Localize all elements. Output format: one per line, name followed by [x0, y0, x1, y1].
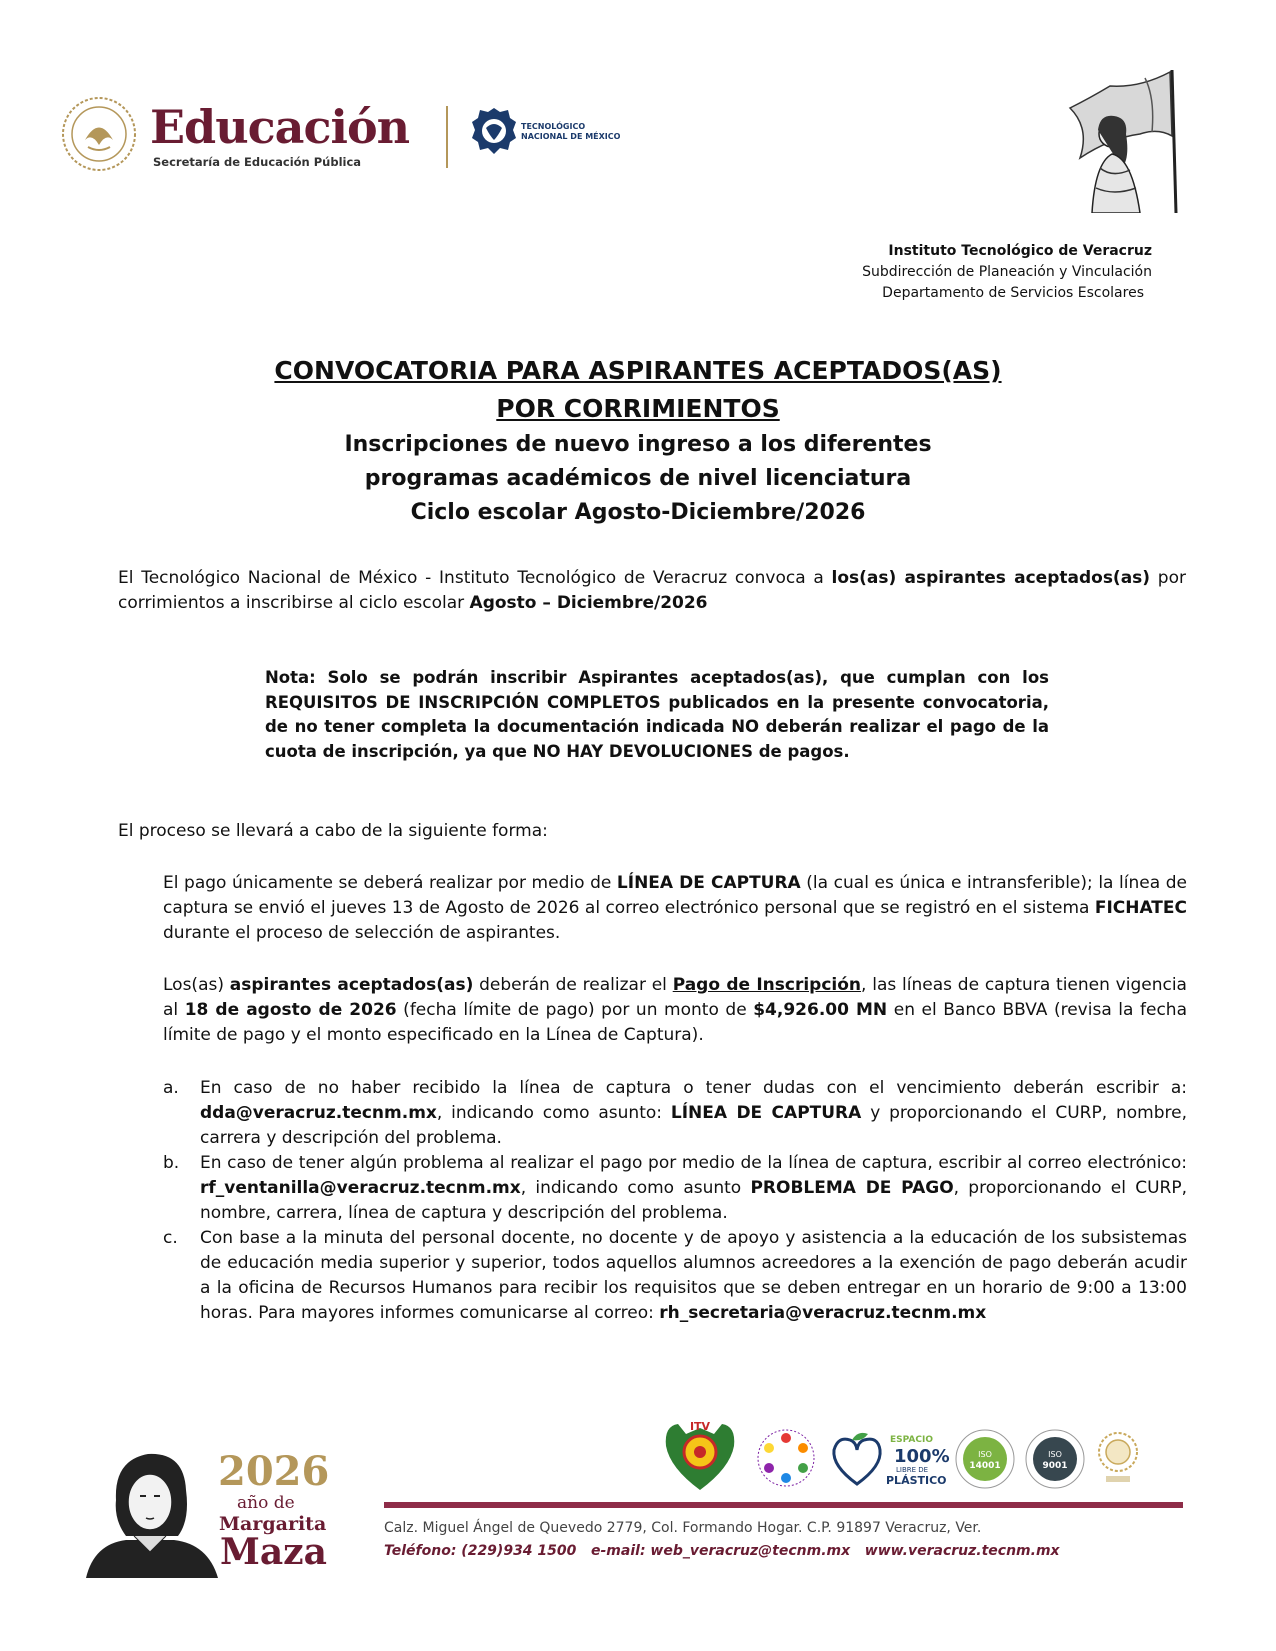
p2-text-i: en el Banco BBVA (revisa la fecha límite de pago y el monto especificado en la Línea de Captura). — [163, 1000, 1187, 1045]
itv-label: ITV — [689, 1420, 711, 1433]
iso-9001-badge — [1024, 1428, 1086, 1490]
heroine-flag-illustration — [1040, 68, 1188, 213]
list-b-email: rf_ventanilla@veracruz.tecnm.mx — [200, 1178, 521, 1198]
payment-paragraph — [163, 871, 1187, 946]
list-item — [163, 1076, 1187, 1151]
title-line3: Inscripciones de nuevo ingreso a los diferentes — [344, 432, 932, 457]
mexico-seal-logo — [60, 95, 138, 173]
plastic-word4: PLÁSTICO — [886, 1474, 947, 1487]
intro-paragraph — [118, 566, 1186, 616]
list-marker: c. — [163, 1228, 178, 1248]
iso1-number: 14001 — [969, 1461, 1001, 1471]
mec-seal-logo — [1094, 1430, 1142, 1486]
list-c-email: rh_secretaria@veracruz.tecnm.mx — [659, 1303, 987, 1323]
tecnm-label-line1: TECNOLÓGICO — [521, 122, 586, 131]
margarita-label: Margarita — [219, 1513, 327, 1535]
p2-text-c: deberán de realizar el — [473, 975, 673, 995]
p1-text-c: (la cual es única e intransferible); la línea de captura se envió el jueves 13 de Agosto de 2026 al correo electrónico personal que se registró en el sistema — [163, 873, 1187, 918]
department-name: Departamento de Servicios Escolares — [882, 285, 1144, 301]
intro-bold-1: los(as) aspirantes aceptados(as) — [831, 568, 1151, 588]
itv-shield-logo — [660, 1418, 740, 1496]
title-line1: CONVOCATORIA PARA ASPIRANTES ACEPTADOS(AS) — [274, 356, 1002, 385]
institute-name: Instituto Tecnológico de Veracruz — [888, 243, 1152, 259]
inscription-payment-paragraph — [163, 973, 1187, 1048]
list-b-text-1: En caso de tener algún problema al realizar el pago por medio de la línea de captura, escribir al correo electrónico: — [200, 1153, 1187, 1173]
plastic-word2: 100% — [894, 1446, 950, 1467]
list-item — [163, 1226, 1187, 1326]
iso1-label: ISO — [978, 1450, 992, 1459]
year-2026: 2026 — [218, 1448, 330, 1495]
p1-bold-d: FICHATEC — [1094, 898, 1187, 918]
footer-address: Calz. Miguel Ángel de Quevedo 2779, Col. Formando Hogar. C.P. 91897 Veracruz, Ver. — [384, 1520, 982, 1536]
tecnm-label — [521, 122, 620, 142]
tecnm-label-line2: NACIONAL DE MÉXICO — [521, 132, 621, 141]
iso-14001-badge — [954, 1428, 1016, 1490]
subdirection-name: Subdirección de Planeación y Vinculación — [862, 264, 1152, 280]
p1-text-a: El pago únicamente se deberá realizar por medio de — [163, 873, 617, 893]
list-a-text-3: y proporcionando el CURP, nombre, carrera y descripción del problema. — [200, 1103, 1187, 1148]
p1-bold-b: LÍNEA DE CAPTURA — [616, 873, 801, 893]
title-line2: POR CORRIMIENTOS — [496, 394, 780, 423]
maza-label: Maza — [220, 1531, 327, 1573]
list-a-subject: LÍNEA DE CAPTURA — [670, 1103, 862, 1123]
list-b-subject: PROBLEMA DE PAGO — [750, 1178, 954, 1198]
equality-norm-logo — [755, 1426, 817, 1490]
list-b-text-2: , indicando como asunto — [520, 1178, 751, 1198]
footer-contact: Teléfono: (229)934 1500 e-mail: web_veracruz@tecnm.mx www.veracruz.tecnm.mx — [384, 1543, 1060, 1559]
p2-bold-d: Pago de Inscripción — [672, 975, 862, 995]
intro-text-1: El Tecnológico Nacional de México - Instituto Tecnológico de Veracruz convoca a — [118, 568, 832, 588]
nota-paragraph: Nota: Solo se podrán inscribir Aspirantes aceptados(as), que cumplan con los REQUISITOS DE INSCRIPCIÓN COMPLETOS publicados en la presente convocatoria, de no tener completa la documentación indicada NO deberán realizar el pago de la cuota de inscripción, ya que NO HAY DEVOLUCIONES de pagos. — [265, 668, 1049, 761]
margarita-maza-portrait — [86, 1440, 218, 1578]
p2-text-e: , las líneas de captura tienen vigencia al — [163, 975, 1187, 1020]
tecnm-logo — [470, 106, 518, 164]
process-intro: El proceso se llevará a cabo de la siguiente forma: — [118, 821, 548, 841]
list-c-text-1: Con base a la minuta del personal docente, no docente y de apoyo y asistencia a la educación de los subsistemas de educación media superior y superior, todos aquellos alumnos acreedores a la exención de pago deberán acudir a la oficina de Recursos Humanos para recibir los requisitos que se deben entregar en un horario de 9:00 a 13:00 horas. Para mayores informes comunicarse al correo: — [200, 1228, 1187, 1323]
p2-bold-b: aspirantes aceptados(as) — [229, 975, 474, 995]
list-b-text-3: , proporcionando el CURP, nombre, carrera, línea de captura y descripción del problema. — [200, 1178, 1187, 1223]
sep-subtitle: Secretaría de Educación Pública — [153, 155, 362, 169]
instructions-list — [163, 1076, 1187, 1326]
list-marker: a. — [163, 1078, 179, 1098]
intro-bold-2: Agosto – Diciembre/2026 — [469, 593, 708, 613]
institute-block — [862, 241, 1152, 304]
document-title — [80, 352, 1196, 530]
list-marker: b. — [163, 1153, 180, 1173]
list-a-email: dda@veracruz.tecnm.mx — [200, 1103, 437, 1123]
list-item — [163, 1151, 1187, 1226]
footer-divider — [384, 1502, 1183, 1508]
plastic-word1: ESPACIO — [890, 1435, 933, 1445]
list-a-text-1: En caso de no haber recibido la línea de captura o tener dudas con el vencimiento deberán escribir a: — [200, 1078, 1187, 1098]
title-line5: Ciclo escolar Agosto-Diciembre/2026 — [410, 500, 866, 525]
p2-bold-f: 18 de agosto de 2026 — [184, 1000, 397, 1020]
intro-text-2: por corrimientos a inscribirse al ciclo escolar — [118, 568, 1186, 613]
education-wordmark: Educación — [150, 100, 410, 154]
iso2-number: 9001 — [1042, 1461, 1068, 1471]
header-divider — [446, 106, 448, 168]
p1-text-e: durante el proceso de selección de aspirantes. — [163, 923, 561, 943]
list-a-text-2: , indicando como asunto: — [436, 1103, 671, 1123]
heart-leaf-logo — [828, 1430, 886, 1490]
iso2-label: ISO — [1048, 1450, 1062, 1459]
p2-text-g: (fecha límite de pago) por un monto de — [396, 1000, 754, 1020]
plastic-word3: LIBRE DE — [896, 1466, 929, 1474]
title-line4: programas académicos de nivel licenciatura — [364, 466, 912, 491]
plastic-free-logo — [884, 1432, 950, 1488]
p2-bold-h: $4,926.00 MN — [753, 1000, 888, 1020]
year-of-label: año de — [237, 1493, 295, 1513]
p2-text-a: Los(as) — [163, 975, 230, 995]
